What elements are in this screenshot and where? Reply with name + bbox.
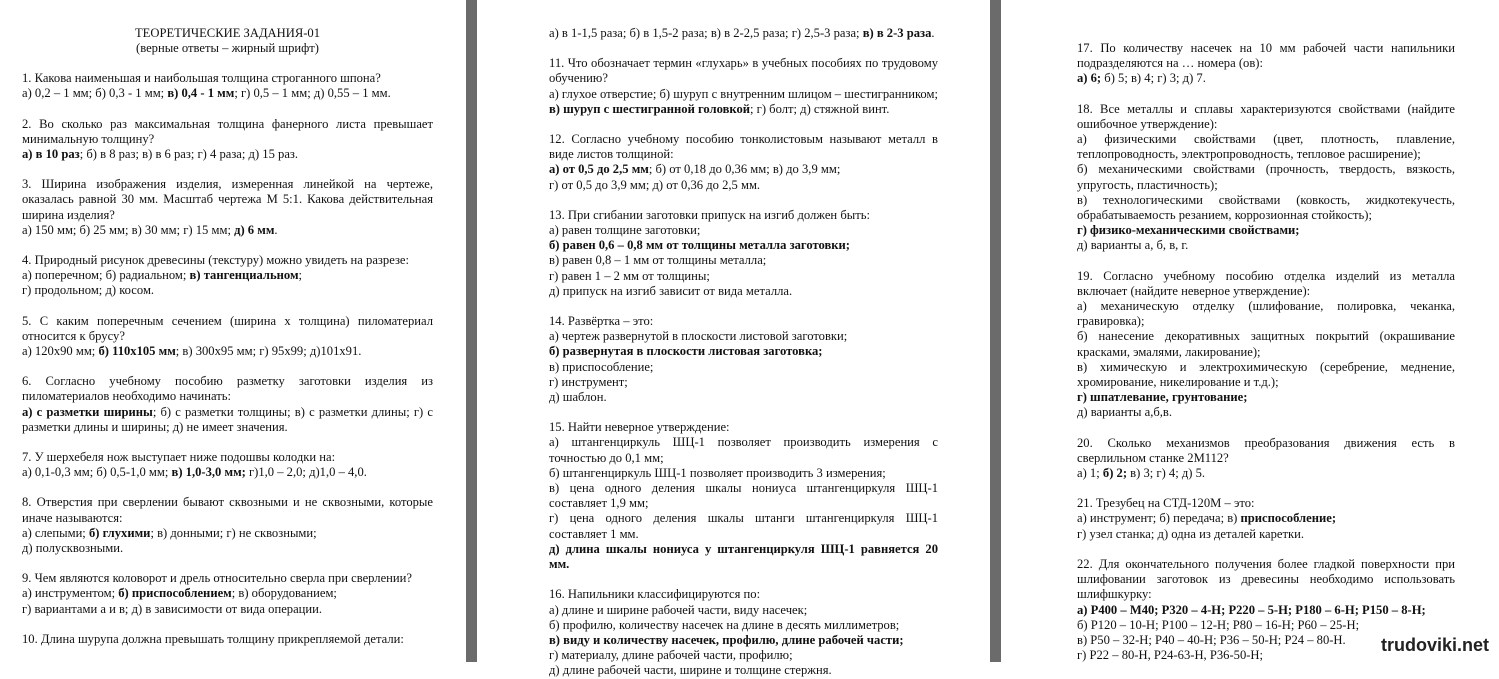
question-block: [549, 208, 938, 299]
answer-text: д) полусквозными.: [22, 541, 124, 556]
question-block: [22, 632, 433, 647]
answer-text: 20. Сколько механизмов преобразования движения есть в сверлильном станке 2М112?: [1077, 435, 1455, 465]
question-line: [22, 586, 433, 601]
answer-text: б) штангенциркуль ШЦ-1 позволяет производить 3 измерения;: [549, 465, 886, 480]
question-line: [549, 208, 938, 223]
question-line: [549, 102, 938, 117]
question-line: [22, 602, 433, 617]
question-line: [22, 283, 433, 298]
question-line: [1077, 496, 1455, 511]
question-line: [22, 405, 433, 435]
correct-answer-text: а) Р400 – М40; Р320 – 4-Н; Р220 – 5-Н; Р180 – 6-Н; Р150 – 8-Н;: [1077, 602, 1426, 617]
correct-answer-text: г) физико-механическими свойствами;: [1077, 223, 1300, 238]
question-block: [22, 495, 433, 556]
answer-text: ; б) с разметки толщины; в) с разметки длины; г) с разметки длины и ширины; д) не имеет значения.: [22, 404, 433, 434]
question-line: [1077, 299, 1455, 329]
question-line: [1077, 329, 1455, 359]
correct-answer-text: д) длина шкалы нониуса у штангенциркуля ШЦ-1 равняется 20 мм.: [549, 541, 938, 572]
question-block: [1077, 269, 1455, 421]
answer-text: 5. С каким поперечным сечением (ширина х толщина) пиломатериал относится к брусу?: [22, 313, 433, 343]
question-block: [22, 314, 433, 360]
answer-text: 3. Ширина изображения изделия, измеренная линейкой на чертеже, оказалась равной 30 мм. Масштаб чертежа М 5:1. Какова действительная ширина изделия?: [22, 177, 433, 222]
question-line: [549, 56, 938, 86]
question-line: [1077, 511, 1455, 526]
correct-answer-text: д) 6 мм: [234, 222, 275, 237]
answer-text: б) профилю, количеству насечек на длине в десять миллиметров;: [549, 617, 900, 632]
answer-text: г) Р22 – 80-Н, Р24-63-Н, Р36-50-Н;: [1077, 648, 1264, 663]
answer-text: .: [274, 222, 278, 237]
question-line: [549, 603, 938, 618]
question-block: [22, 571, 433, 617]
answer-text: г) равен 1 – 2 мм от толщины;: [549, 268, 710, 283]
question-line: [1077, 436, 1455, 466]
answer-text: д) варианты а, б, в, г.: [1077, 238, 1189, 253]
question-line: [22, 71, 433, 86]
answer-text: г) от 0,5 до 3,9 мм; д) от 0,36 до 2,5 мм.: [549, 177, 761, 192]
document-page-2: [477, 0, 990, 678]
answer-text: 6. Согласно учебному пособию разметку заготовки изделия из пиломатериалов необходимо начинать:: [22, 374, 433, 404]
answer-text: ; г) 0,5 – 1 мм; д) 0,55 – 1 мм.: [234, 86, 391, 101]
page-title: ТЕОРЕТИЧЕСКИЕ ЗАДАНИЯ-01: [134, 26, 321, 40]
answer-text: ; в) оборудованием;: [231, 586, 337, 601]
question-block: [549, 26, 938, 41]
correct-answer-text: а) от 0,5 до 2,5 мм: [549, 162, 649, 177]
question-block: [1077, 102, 1455, 254]
question-line: [549, 329, 938, 344]
answer-text: а) инструмент; б) передача; в): [1077, 511, 1241, 526]
question-block: [1077, 496, 1455, 542]
question-line: [22, 268, 433, 283]
question-block: [22, 253, 433, 299]
answer-text: а) механическую отделку (шлифование, полировка, чеканка, гравировка);: [1077, 299, 1455, 329]
question-line: [1077, 603, 1455, 618]
question-line: [22, 495, 433, 525]
answer-text: б) 5; в) 4; г) 3; д) 7.: [1101, 71, 1206, 86]
answer-text: а) глухое отверстие; б) шуруп с внутренним шлицом – шестигранником;: [549, 86, 938, 101]
answer-text: 12. Согласно учебному пособию тонколистовым называют металл в виде листов толщиной:: [549, 132, 938, 162]
answer-text: а) 1;: [1077, 466, 1103, 481]
correct-answer-text: в) шуруп с шестигранной головкой: [549, 101, 751, 116]
question-line: [1077, 102, 1455, 132]
question-block: [22, 71, 433, 101]
answer-text: 17. По количеству насечек на 10 мм рабочей части напильники подразделяются на … номера (ов):: [1077, 41, 1455, 71]
answer-text: г) инструмент;: [549, 374, 628, 389]
question-line: [1077, 405, 1455, 420]
question-line: [22, 632, 433, 647]
question-list: [22, 71, 433, 647]
answer-text: в) приспособление;: [549, 359, 654, 374]
page-gap-left: [466, 0, 477, 662]
answer-text: г) материалу, длине рабочей части, профилю;: [549, 648, 793, 663]
document-page-1: [0, 0, 466, 662]
correct-answer-text: б) развернутая в плоскости листовая заготовка;: [549, 344, 823, 359]
answer-text: 9. Чем являются коловорот и дрель относительно сверла при сверлении?: [22, 571, 412, 586]
question-line: [22, 541, 433, 556]
question-line: [22, 177, 433, 223]
answer-text: а) физическими свойствами (цвет, плотность, плавление, теплопроводность, электропроводность, тепловое расширение);: [1077, 132, 1455, 162]
answer-text: г) узел станка; д) одна из деталей каретки.: [1077, 526, 1305, 541]
answer-text: г) цена одного деления шкалы штанги штангенциркуля ШЦ-1 составляет 1 мм.: [549, 511, 938, 541]
question-line: [549, 344, 938, 359]
answer-text: ; в) донными; г) не сквозными;: [150, 525, 317, 540]
correct-answer-text: в) в 2-3 раза: [862, 26, 932, 40]
answer-text: в) 3; г) 4; д) 5.: [1127, 466, 1206, 481]
question-line: [1077, 193, 1455, 223]
question-line: [1077, 223, 1455, 238]
question-line: [549, 648, 938, 663]
question-line: [549, 132, 938, 162]
question-line: [1077, 162, 1455, 192]
question-line: [549, 238, 938, 253]
question-line: [549, 269, 938, 284]
answer-text: а) чертеж развернутой в плоскости листовой заготовки;: [549, 329, 848, 344]
correct-answer-text: б) глухими: [88, 525, 151, 540]
answer-text: в) равен 0,8 – 1 мм от толщины металла;: [549, 253, 767, 268]
question-line: [22, 117, 433, 147]
answer-text: 15. Найти неверное утверждение:: [549, 420, 730, 435]
correct-answer-text: а) с разметки ширины: [22, 404, 153, 419]
answer-text: а) 120х90 мм;: [22, 344, 99, 359]
question-line: [549, 481, 938, 511]
correct-answer-text: в) 0,4 - 1 мм: [167, 86, 235, 101]
question-line: [1077, 360, 1455, 390]
answer-text: а) равен толщине заготовки;: [549, 223, 701, 238]
correct-answer-text: г) шпатлевание, грунтование;: [1077, 390, 1248, 405]
correct-answer-text: а) в 10 раз: [22, 147, 80, 162]
answer-text: .: [931, 26, 935, 40]
answer-text: г) продольном; д) косом.: [22, 283, 155, 298]
question-line: [22, 571, 433, 586]
question-line: [549, 162, 938, 177]
answer-text: 16. Напильники классифицируются по:: [549, 587, 761, 602]
answer-text: а) слепыми;: [22, 525, 89, 540]
answer-text: 13. При сгибании заготовки припуск на изгиб должен быть:: [549, 207, 870, 222]
question-line: [22, 253, 433, 268]
answer-text: д) варианты а,б,в.: [1077, 405, 1172, 420]
question-block: [1077, 41, 1455, 87]
answer-text: д) припуск на изгиб зависит от вида металла.: [549, 283, 793, 298]
answer-text: 14. Развёртка – это:: [549, 314, 654, 329]
question-line: [549, 420, 938, 435]
answer-text: 21. Трезубец на СТД-120М – это:: [1077, 496, 1255, 511]
answer-text: 1. Какова наименьшая и наибольшая толщина строганного шпона?: [22, 71, 381, 86]
answer-text: а) инструментом;: [22, 586, 119, 601]
question-line: [549, 253, 938, 268]
question-line: [549, 618, 938, 633]
question-block: [549, 132, 938, 193]
question-line: [549, 360, 938, 375]
question-line: [549, 223, 938, 238]
question-block: [549, 587, 938, 678]
answer-text: г) вариантами а и в; д) в зависимости от вида операции.: [22, 601, 323, 616]
question-line: [22, 147, 433, 162]
question-block: [22, 374, 433, 435]
watermark: trudoviki.net: [1380, 635, 1489, 655]
answer-text: а) длине и ширине рабочей части, виду насечек;: [549, 602, 808, 617]
answer-text: а) 0,1-0,3 мм; б) 0,5-1,0 мм;: [22, 465, 172, 480]
answer-text: 18. Все металлы и сплавы характеризуются свойствами (найдите ошибочное утверждение):: [1077, 101, 1455, 131]
correct-answer-text: а) 6;: [1077, 71, 1102, 86]
question-line: [1077, 557, 1455, 603]
answer-text: 22. Для окончательного получения более гладкой поверхности при шлифовании заготовок из древесины необходимо использовать шлифшкурку:: [1077, 556, 1455, 602]
question-line: [22, 86, 433, 101]
answer-text: в) Р50 – 32-Н; Р40 – 40-Н; Р36 – 50-Н; Р24 – 80-Н.: [1077, 632, 1346, 647]
answer-text: ;: [298, 268, 303, 283]
question-block: [549, 314, 938, 405]
correct-answer-text: б) 2;: [1102, 466, 1128, 481]
answer-text: а) поперечном; б) радиальном;: [22, 268, 190, 283]
question-line: [1077, 390, 1455, 405]
question-line: [549, 663, 938, 678]
question-line: [549, 26, 938, 41]
answer-text: 4. Природный рисунок древесины (текстуру) можно увидеть на разрезе:: [22, 253, 410, 268]
answer-text: ; г) болт; д) стяжной винт.: [750, 101, 890, 116]
answer-text: 2. Во сколько раз максимальная толщина фанерного листа превышает минимальную толщину?: [22, 116, 433, 146]
answer-text: 7. У шерхебеля нож выступает ниже подошвы колодки на:: [22, 450, 336, 465]
question-line: [22, 314, 433, 344]
answer-text: а) в 1-1,5 раза; б) в 1,5-2 раза; в) в 2-2,5 раза; г) 2,5-3 раза;: [549, 26, 863, 40]
question-line: [549, 87, 938, 102]
correct-answer-text: в) 1,0-3,0 мм;: [171, 465, 246, 480]
answer-text: б) нанесение декоративных защитных покрытий (окрашивание красками, эмалями, лакирование);: [1077, 329, 1455, 359]
answer-text: г)1,0 – 2,0; д)1,0 – 4,0.: [245, 465, 367, 480]
question-line: [549, 633, 938, 648]
question-block: [549, 420, 938, 572]
document-page-3: [1001, 0, 1499, 662]
question-line: [549, 466, 938, 481]
question-line: [549, 314, 938, 329]
question-block: [22, 450, 433, 480]
page-subtitle: (верные ответы – жирный шрифт): [136, 41, 319, 55]
question-list: [1077, 41, 1455, 663]
answer-text: 19. Согласно учебному пособию отделка изделий из металла включает (найдите неверное утверждение):: [1077, 268, 1455, 298]
answer-text: б) Р120 – 10-Н; Р100 – 12-Н; Р80 – 16-Н; Р60 – 25-Н;: [1077, 617, 1360, 632]
question-line: [549, 542, 938, 572]
question-line: [1077, 269, 1455, 299]
answer-text: в) химическую и электрохимическую (серебрение, меднение, хромирование, никелирование и т.д.);: [1077, 359, 1455, 390]
answer-text: ; в) 300х95 мм; г) 95х99; д)101х91.: [175, 344, 362, 359]
correct-answer-text: приспособление;: [1240, 511, 1337, 526]
question-block: [549, 56, 938, 117]
correct-answer-text: б) равен 0,6 – 0,8 мм от толщины металла заготовки;: [549, 238, 850, 253]
answer-text: д) длине рабочей части, ширине и толщине стержня.: [549, 663, 832, 678]
question-line: [22, 374, 433, 404]
question-block: [22, 177, 433, 238]
answer-text: б) механическими свойствами (прочность, твердость, вязкость, упругость, пластичность);: [1077, 162, 1455, 192]
correct-answer-text: б) 110х105 мм: [98, 344, 176, 359]
correct-answer-text: в) виду и количеству насечек, профилю, длине рабочей части;: [549, 632, 904, 647]
question-line: [1077, 41, 1455, 71]
question-line: [22, 450, 433, 465]
answer-text: в) технологическими свойствами (ковкость, жидкотекучесть, обрабатываемость резанием, коррозионная стойкость);: [1077, 192, 1455, 223]
question-line: [1077, 527, 1455, 542]
question-line: [549, 390, 938, 405]
answer-text: а) 150 мм; б) 25 мм; в) 30 мм; г) 15 мм;: [22, 222, 235, 237]
page-gap-right: [990, 0, 1001, 662]
question-line: [22, 344, 433, 359]
question-line: [549, 587, 938, 602]
answer-text: 11. Что обозначает термин «глухарь» в учебных пособиях по трудовому обучению?: [549, 56, 938, 86]
question-line: [1077, 238, 1455, 253]
answer-text: 8. Отверстия при сверлении бывают сквозными и не сквозными, которые иначе называются:: [22, 495, 433, 525]
question-line: [1077, 132, 1455, 162]
question-line: [22, 223, 433, 238]
question-line: [549, 284, 938, 299]
question-line: [549, 178, 938, 193]
question-line: [22, 526, 433, 541]
answer-text: 10. Длина шурупа должна превышать толщину прикрепляемой детали:: [22, 631, 404, 646]
question-block: [22, 117, 433, 163]
answer-text: ; б) в 8 раз; в) в 6 раз; г) 4 раза; д) 15 раз.: [79, 147, 299, 162]
question-line: [1077, 71, 1455, 86]
question-line: [549, 435, 938, 465]
question-line: [1077, 618, 1455, 633]
question-block: [1077, 436, 1455, 482]
answer-text: в) цена одного деления шкалы нониуса штангенциркуля ШЦ-1 составляет 1,9 мм;: [549, 481, 938, 511]
answer-text: а) 0,2 – 1 мм; б) 0,3 - 1 мм;: [22, 86, 168, 101]
answer-text: д) шаблон.: [549, 390, 607, 405]
question-line: [549, 375, 938, 390]
answer-text: ; б) от 0,18 до 0,36 мм; в) до 3,9 мм;: [648, 162, 841, 177]
question-line: [549, 511, 938, 541]
question-line: [22, 465, 433, 480]
question-line: [1077, 466, 1455, 481]
question-list: [549, 26, 938, 679]
correct-answer-text: б) приспособлением: [118, 586, 232, 601]
answer-text: а) штангенциркуль ШЦ-1 позволяет производить измерения с точностью до 0,1 мм;: [549, 435, 938, 465]
correct-answer-text: в) тангенциальном: [189, 268, 299, 283]
